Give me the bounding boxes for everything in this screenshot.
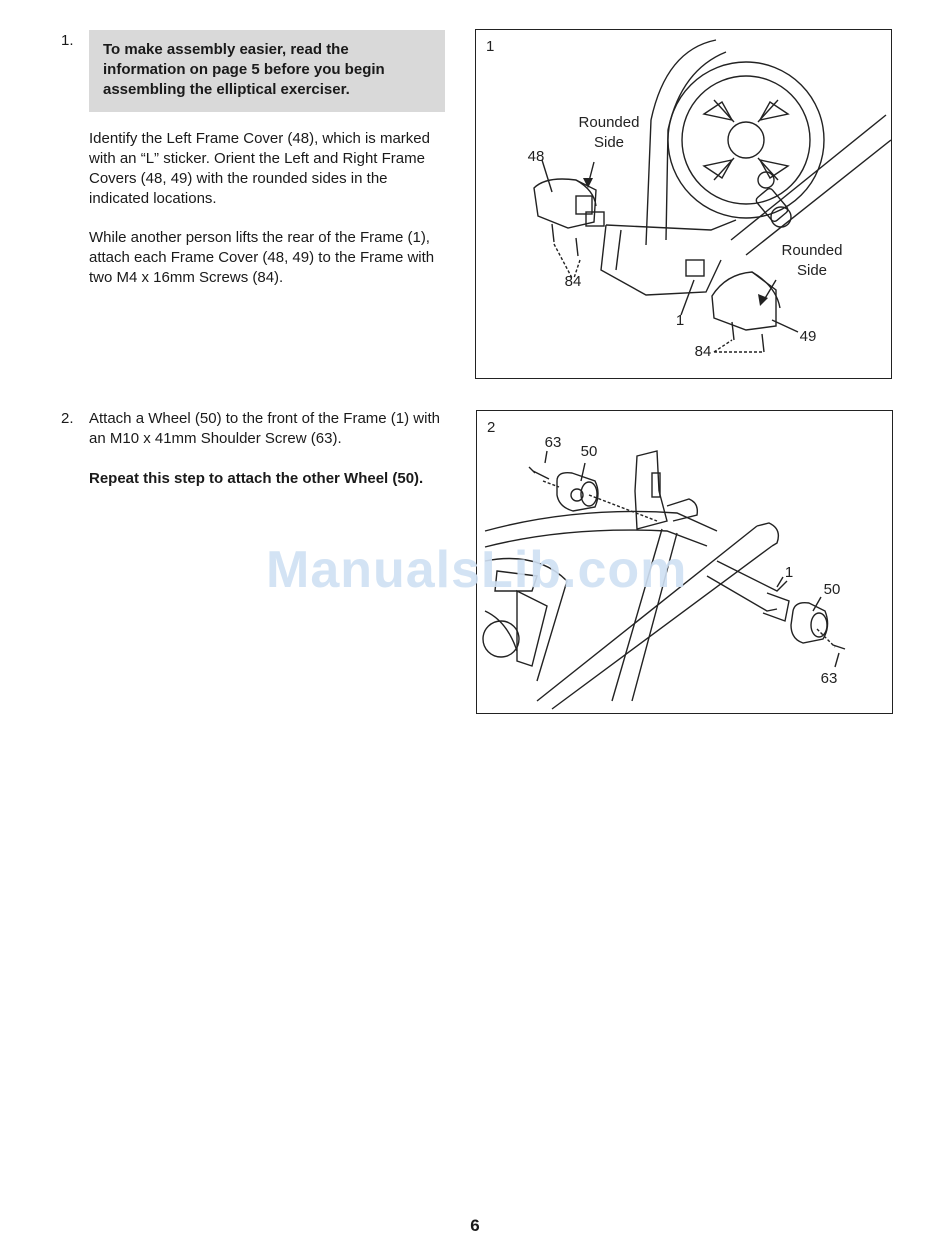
assembly-note: To make assembly easier, read the information on page 5 before you begin assembling the elliptical exerciser. xyxy=(103,41,385,98)
part-1-label: 1 xyxy=(675,312,685,329)
part-1-label: 1 xyxy=(784,564,794,581)
step-2-number: 2. xyxy=(61,410,74,427)
part-84-label-b: 84 xyxy=(694,343,712,360)
step-2-paragraph-1: Attach a Wheel (50) to the front of the Frame (1) with an M10 x 41mm Shoulder Screw (63). xyxy=(89,410,440,447)
rounded-side-label-b-line-1: Rounded xyxy=(781,242,843,259)
step-1-paragraph-1: Identify the Left Frame Cover (48), which is marked with an “L” sticker. Orient the Left and Right Frame Covers (48, 49) with the rounded sides in the indicated locations. xyxy=(89,130,430,207)
part-63-label-b: 63 xyxy=(820,670,838,687)
part-49-label: 49 xyxy=(799,328,817,345)
figure-1-illustration xyxy=(476,30,893,380)
page-number: 6 xyxy=(470,1216,480,1235)
step-1-paragraph-2: While another person lifts the rear of the Frame (1), attach each Frame Cover (48, 49) to the Frame with two M4 x 16mm Screws (84). xyxy=(89,229,435,286)
manualslib-watermark: ManualsLib.com xyxy=(266,541,688,599)
figure-1-frame-covers xyxy=(475,29,892,379)
figure-2-number: 2 xyxy=(487,419,496,436)
part-48-label: 48 xyxy=(527,148,545,165)
assembly-note-box xyxy=(89,30,445,112)
rounded-side-label-a-line-1: Rounded xyxy=(578,114,640,131)
part-63-label-a: 63 xyxy=(544,434,562,451)
part-50-label-a: 50 xyxy=(580,443,598,460)
part-84-label-a: 84 xyxy=(564,273,582,290)
rounded-side-label-b-line-2: Side xyxy=(796,262,828,279)
part-50-label-b: 50 xyxy=(823,581,841,598)
rounded-side-label-a-line-2: Side xyxy=(593,134,625,151)
step-2-paragraph-2: Repeat this step to attach the other Wheel (50). xyxy=(89,470,424,487)
figure-1-number: 1 xyxy=(486,38,495,55)
step-1-number: 1. xyxy=(61,32,74,49)
